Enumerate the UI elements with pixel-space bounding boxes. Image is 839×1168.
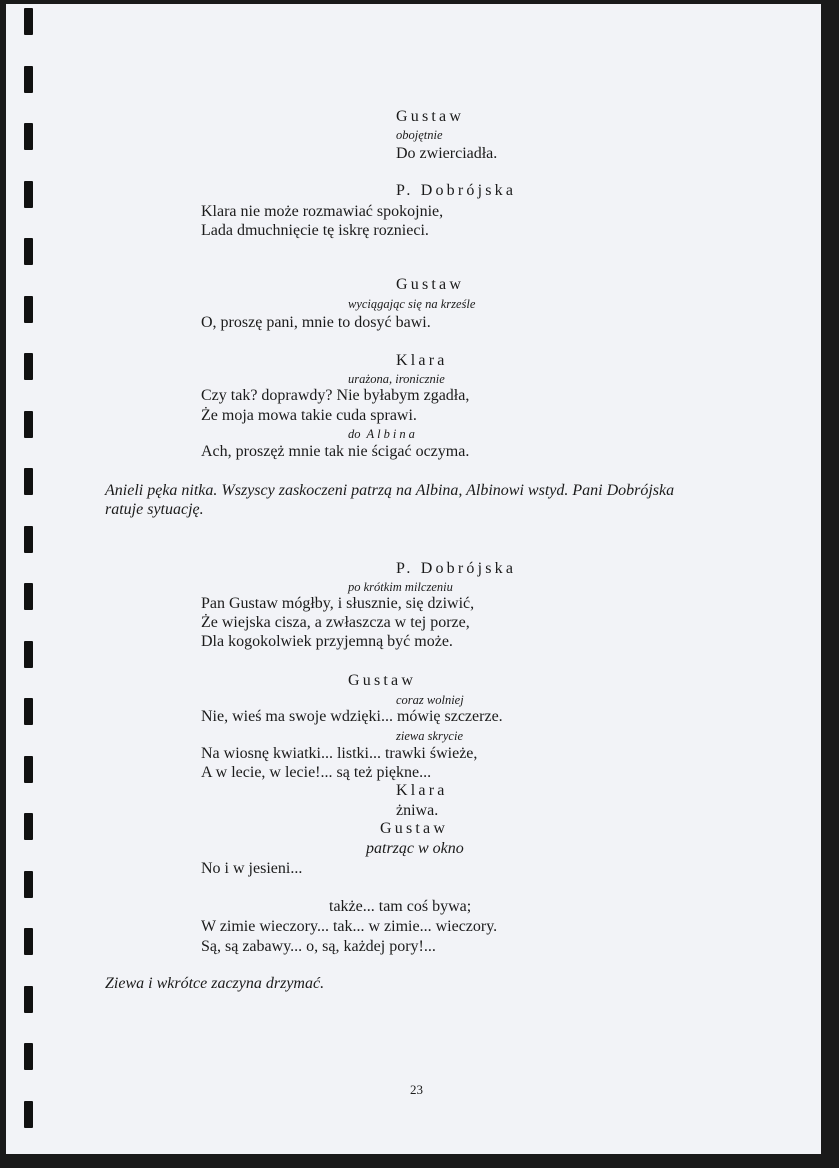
speaker-name: Gustaw <box>348 672 417 689</box>
speaker-name: P. Dobrójska <box>396 560 517 577</box>
binding-hole <box>24 698 33 725</box>
verse-line: W zimie wieczory... tak... w zimie... wieczory. <box>201 918 498 935</box>
stage-direction: ziewa skrycie <box>396 729 463 743</box>
speaker-name: Gustaw <box>380 820 449 837</box>
binding-hole <box>24 986 33 1013</box>
verse-line: Czy tak? doprawdy? Nie byłabym zgadła, <box>201 387 470 404</box>
verse-line: żniwa. <box>396 802 439 819</box>
speaker-name: Gustaw <box>396 276 465 293</box>
verse-line: Klara nie może rozmawiać spokojnie, <box>201 203 444 220</box>
speaker-name: Klara <box>396 782 448 799</box>
speaker-name: Klara <box>396 352 448 369</box>
verse-line: O, proszę pani, mnie to dosyć bawi. <box>201 314 431 331</box>
direction-prefix: do <box>348 427 361 441</box>
verse-line: Są, są zabawy... o, są, każdej pory!... <box>201 938 436 955</box>
binding-hole <box>24 411 33 438</box>
stage-direction <box>348 427 418 442</box>
binding-hole <box>24 928 33 955</box>
verse-line: No i w jesieni... <box>201 860 303 877</box>
binding-hole <box>24 756 33 783</box>
binding-hole <box>24 181 33 208</box>
direction-name: Albina <box>366 427 418 441</box>
binding-hole <box>24 641 33 668</box>
verse-line: Do zwierciadła. <box>396 145 498 162</box>
stage-note: ratuje sytuację. <box>105 501 204 518</box>
verse-line: także... tam coś bywa; <box>329 898 472 915</box>
stage-direction: obojętnie <box>396 128 443 142</box>
binding-hole <box>24 871 33 898</box>
binding-hole <box>24 813 33 840</box>
binding-hole <box>24 583 33 610</box>
binding-hole <box>24 123 33 150</box>
speaker-name: P. Dobrójska <box>396 182 517 199</box>
stage-direction: coraz wolniej <box>396 693 464 707</box>
speaker-name: Gustaw <box>396 108 465 125</box>
binding-hole <box>24 353 33 380</box>
verse-line: A w lecie, w lecie!... są też piękne... <box>201 764 432 781</box>
stage-note: Ziewa i wkrótce zaczyna drzymać. <box>105 975 325 992</box>
binding-hole <box>24 526 33 553</box>
stage-note: Anieli pęka nitka. Wszyscy zaskoczeni patrzą na Albina, Albinowi wstyd. Pani Dobrójska <box>105 482 675 499</box>
stage-direction: po krótkim milczeniu <box>348 580 453 594</box>
binding-hole <box>24 296 33 323</box>
binding-hole <box>24 1101 33 1128</box>
verse-line: Lada dmuchnięcie tę iskrę roznieci. <box>201 222 429 239</box>
verse-line: Na wiosnę kwiatki... listki... trawki świeże, <box>201 745 478 762</box>
verse-line: Pan Gustaw mógłby, i słusznie, się dziwić, <box>201 595 475 612</box>
verse-line: Nie, wieś ma swoje wdzięki... mówię szczerze. <box>201 708 503 725</box>
verse-line: Że moja mowa takie cuda sprawi. <box>201 407 417 424</box>
binding-hole <box>24 468 33 495</box>
binding-hole <box>24 8 33 35</box>
binding-hole <box>24 66 33 93</box>
stage-direction: patrząc w okno <box>366 840 464 857</box>
page-number: 23 <box>410 1082 423 1097</box>
binding-holes <box>24 0 36 1168</box>
stage-direction: urażona, ironicznie <box>348 372 445 386</box>
verse-line: Dla kogokolwiek przyjemną być może. <box>201 633 453 650</box>
stage-direction: wyciągając się na krześle <box>348 297 476 311</box>
binding-hole <box>24 238 33 265</box>
verse-line: Ach, proszęż mnie tak nie ścigać oczyma. <box>201 443 470 460</box>
verse-line: Że wiejska cisza, a zwłaszcza w tej porze, <box>201 614 470 631</box>
binding-hole <box>24 1043 33 1070</box>
